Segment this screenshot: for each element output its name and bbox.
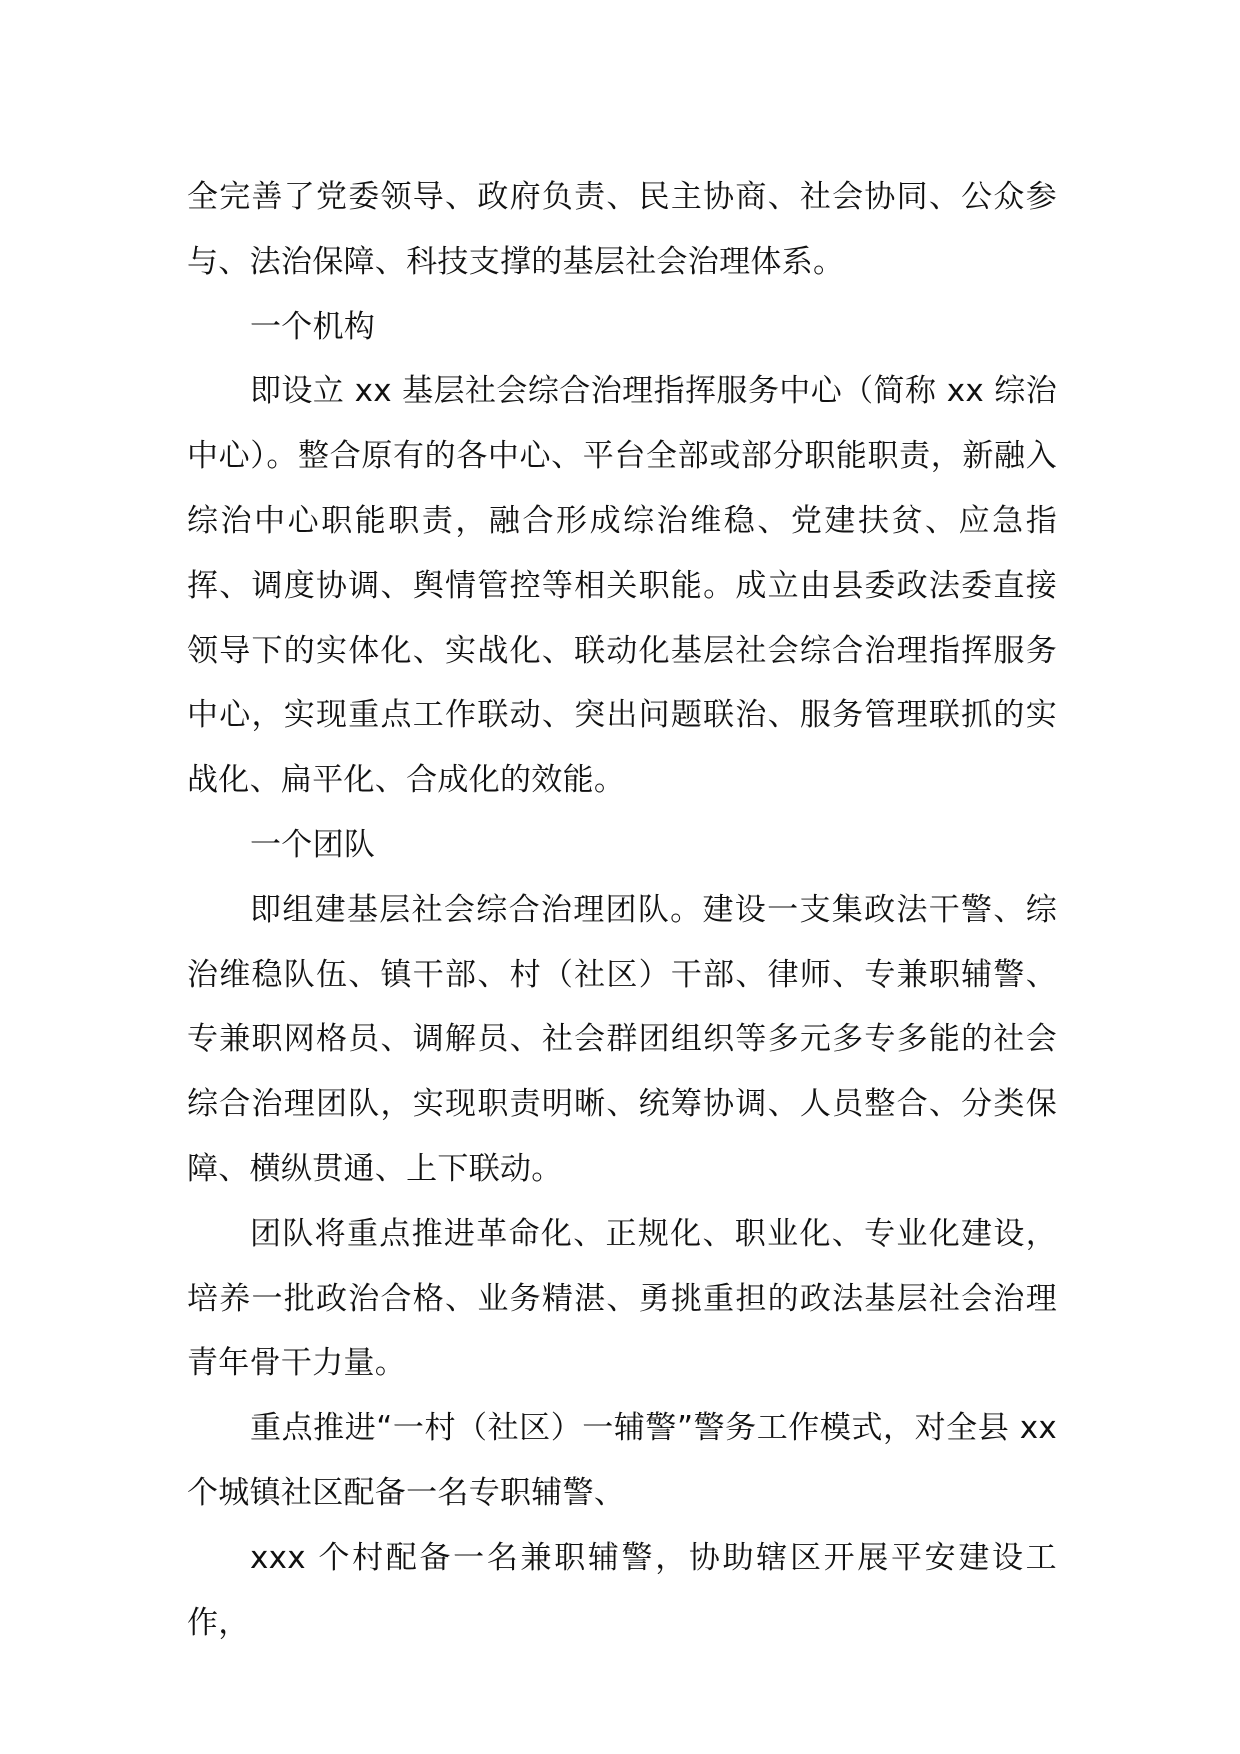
heading-one-team: 一个团队 [250, 826, 376, 863]
document-body [187, 165, 1057, 1655]
paragraph-team-building: 团队将重点推进革命化、正规化、职业化、专业化建设，培养一批政治合格、业务精湛、勇挑重担的政法基层社会治理青年骨干力量。 [187, 1215, 1057, 1382]
heading-one-institution: 一个机构 [250, 308, 376, 345]
paragraph-police-model: 重点推进“一村（社区）一辅警”警务工作模式，对全县 xx 个城镇社区配备一名专职辅警、 [187, 1410, 1057, 1511]
paragraph-team-detail: 即组建基层社会综合治理团队。建设一支集政法干警、综治维稳队伍、镇干部、村（社区）干部、律师、专兼职辅警、专兼职网格员、调解员、社会群团组织等多元多专多能的社会综合治理团队，实现职责明晰、统筹协调、人员整合、分类保障、横纵贯通、上下联动。 [187, 891, 1057, 1187]
paragraph-governance-system: 全完善了党委领导、政府负责、民主协商、社会协同、公众参与、法治保障、科技支撑的基层社会治理体系。 [187, 179, 1057, 280]
paragraph-village-police: xxx 个村配备一名兼职辅警，协助辖区开展平安建设工作， [187, 1539, 1057, 1641]
paragraph-institution-detail: 即设立 xx 基层社会综合治理指挥服务中心（简称 xx 综治中心）。整合原有的各中心、平台全部或部分职能职责，新融入综治中心职能职责，融合形成综治维稳、党建扶贫、应急指挥、调度协调、舆情管控等相关职能。成立由县委政法委直接领导下的实体化、实战化、联动化基层社会综合治理指挥服务中心，实现重点工作联动、突出问题联治、服务管理联抓的实战化、扁平化、合成化的效能。 [187, 373, 1057, 799]
